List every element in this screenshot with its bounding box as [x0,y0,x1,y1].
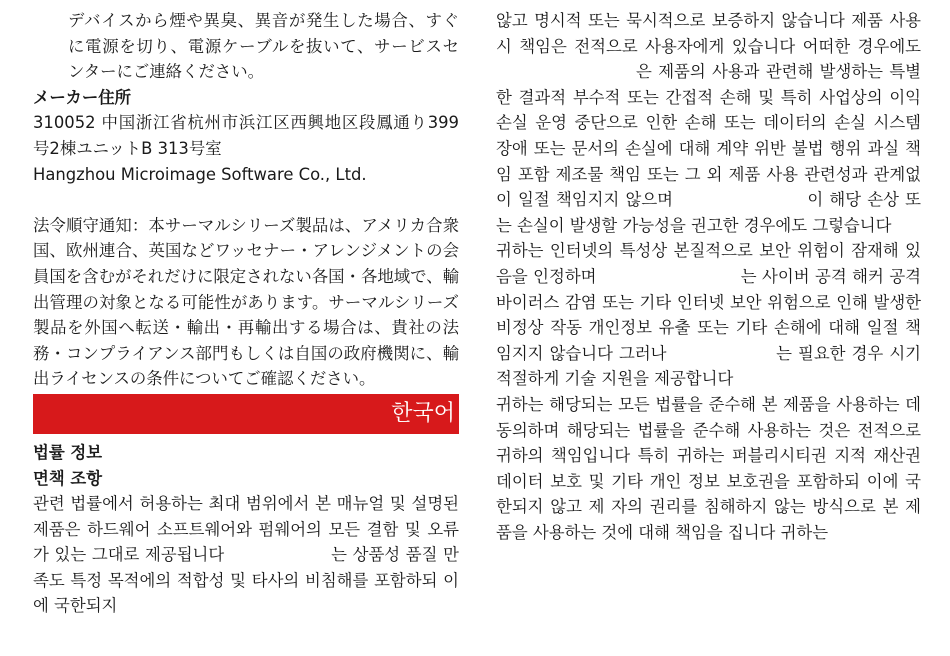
paragraph-spacer [33,187,459,213]
address-line-japanese: 310052 中国浙江省杭州市浜江区西興地区段鳳通り399号2棟ユニットB 313号室 [33,113,459,158]
disclaimer-heading: 면책 조항 [33,468,103,488]
right-column [496,8,921,545]
legal-info-heading: 법률 정보 [33,442,103,462]
maker-address-heading: メーカー住所 [33,87,132,107]
export-compliance-notice: 法令順守通知：本サーマルシリーズ製品は、アメリカ合衆国、欧州連合、英国などワッセナー・アレンジメントの会員国を含むがそれだけに限定されない各国・各地域で、輸出管理の対象となる可能性があります。サーマルシリーズ製品を外国へ転送・輸出・再輸出する場合は、貴社の法務・コンプライアンス部門もしくは自国の政府機関に、輸出ライセンスの条件についてご確認ください。 [33,215,459,389]
law-compliance-paragraph: 귀하는 해당되는 모든 법률을 준수해 본 제품을 사용하는 데 동의하며 해당되는 법률을 준수해 사용하는 것은 전적으로 귀하의 책임입니다 특히 귀하는 퍼블리시티권 지적 재산권 데이터 보호 및 기타 개인 정보 보호권을 포함하되 이에 국한되지 않고 제 자의 권리를 침해하지 않는 방식으로 본 제품을 사용하는 것에 대해 책임을 집니다 귀하는 [496,394,921,542]
language-section-banner: 한국어 [33,394,459,434]
address-line-english: Hangzhou Microimage Software Co., Ltd. [33,164,367,184]
internet-security-paragraph: 귀하는 인터넷의 특성상 본질적으로 보안 위험이 잠재해 있음을 인정하며 는 사이버 공격 해커 공격 바이러스 감염 또는 기타 인터넷 보안 위험으로 인해 발생한 비정상 작동 개인정보 유출 또는 기타 손해에 대해 일절 책임지지 않습니다 그러나 는 필요한 경우 시기적절하게 기술 지원을 제공합니다 [496,241,921,389]
smoke-warning-paragraph: デバイスから煙や異臭、異音が発生した場合、すぐに電源を切り、電源ケーブルを抜いて、サービスセンターにご連絡ください。 [68,11,459,82]
liability-paragraph: 않고 명시적 또는 묵시적으로 보증하지 않습니다 제품 사용 시 책임은 전적으로 사용자에게 있습니다 어떠한 경우에도 은 제품의 사용과 관련해 발생하는 특별한 결과적 부수적 또는 간접적 손해 및 특히 사업상의 이익 손실 운영 중단으로 인한 손해 또는 데이터의 손실 시스템 장애 또는 문서의 손실에 대해 계약 위반 불법 행위 과실 책임 포함 제조물 책임 또는 그 외 제품 사용 관련성과 관계없이 일절 책임지지 않으며 이 해당 손상 또는 손실이 발생할 가능성을 권고한 경우에도 그렇습니다 [496,11,921,235]
left-column [33,8,459,619]
disclaimer-paragraph: 관련 법률에서 허용하는 최대 범위에서 본 매뉴얼 및 설명된 제품은 하드웨어 소프트웨어와 펌웨어의 모든 결함 및 오류가 있는 그대로 제공됩니다 는 상품성 품질 만족도 특정 목적에의 적합성 및 타사의 비침해를 포함하되 이에 국한되지 [33,494,459,616]
